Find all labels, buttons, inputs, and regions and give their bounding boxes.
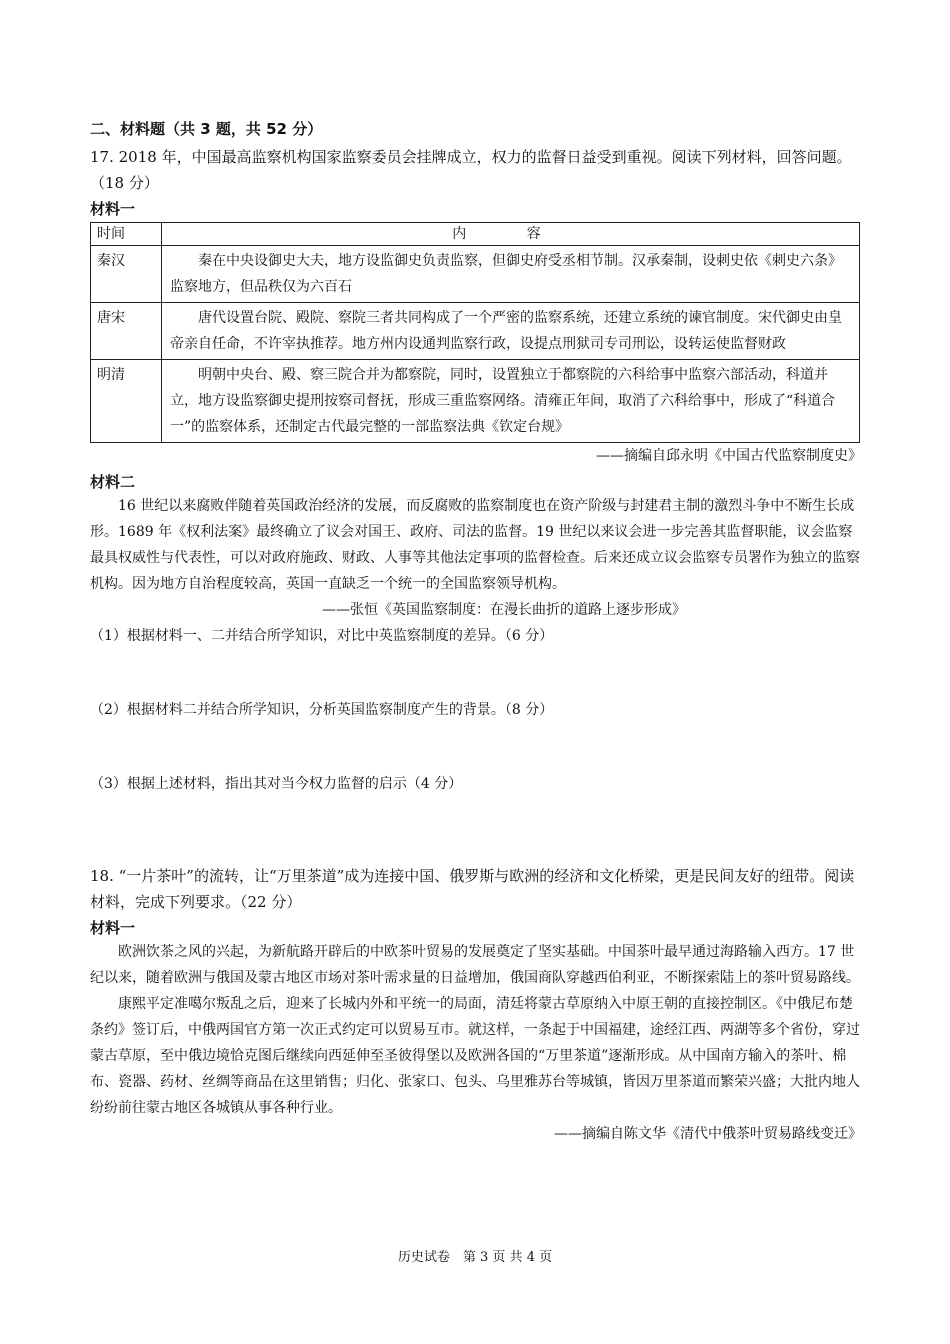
- q18-paragraph-1: 欧洲饮茶之风的兴起，为新航路开辟后的中欧茶叶贸易的发展奠定了坚实基础。中国茶叶最早通过海路输入西方。17 世纪以来，随着欧洲与俄国及蒙古地区市场对茶叶需求量的日益增加，俄国商队穿越西伯利亚，不断探索陆上的茶叶贸易路线。: [90, 944, 860, 986]
- table-row: [91, 246, 860, 303]
- table-row: [91, 360, 860, 443]
- q17-subquestion-1: （1）根据材料一、二并结合所学知识，对比中英监察制度的差异。（6 分）: [90, 628, 554, 644]
- supervision-table: [90, 222, 860, 443]
- table-cell-content: 明朝中央台、殿、察三院合并为都察院，同时，设置独立于都察院的六科给事中监察六部活动，科道并立，地方设监察御史提刑按察司督抚，形成三重监察网络。清雍正年间，取消了六科给事中，形成了“科道合一”的监察体系，还制定古代最完整的一部监察法典《钦定台规》: [162, 360, 860, 443]
- page-footer: 历史试卷 第 3 页 共 4 页: [397, 1250, 553, 1265]
- q17-subquestion-2: （2）根据材料二并结合所学知识，分析英国监察制度产生的背景。（8 分）: [90, 702, 554, 718]
- question-18-stem: 18. “一片茶叶”的流转，让“万里茶道”成为连接中国、俄罗斯与欧洲的经济和文化桥梁，更是民间友好的纽带。阅读材料，完成下列要求。（22 分）: [90, 867, 855, 911]
- table-cell-content: 秦在中央设御史大夫，地方设监御史负责监察，但御史府受丞相节制。汉承秦制，设刺史依《刺史六条》监察地方，但品秩仅为六百石: [162, 246, 860, 303]
- q18-paragraph-2: 康熙平定准噶尔叛乱之后，迎来了长城内外和平统一的局面，清廷将蒙古草原纳入中原王朝的直接控制区。《中俄尼布楚条约》签订后，中俄两国官方第一次正式约定可以贸易互市。就这样，一条起于中国福建，途经江西、两湖等多个省份，穿过蒙古草原，至中俄边境恰克图后继续向西延伸至圣彼得堡以及欧洲各国的“万里茶道”逐渐形成。从中国南方输入的茶叶、棉布、瓷器、药材、丝绸等商品在这里销售；归化、张家口、包头、乌里雅苏台等城镇，皆因万里茶道而繁荣兴盛；大批内地人纷纷前往蒙古地区各城镇从事各种行业。: [90, 996, 860, 1116]
- table-header-time: 时间: [91, 223, 162, 246]
- q17-material2-text: 16 世纪以来腐败伴随着英国政治经济的发展，而反腐败的监察制度也在资产阶级与封建君主制的激烈斗争中不断生长成形。1689 年《权利法案》最终确立了议会对国王、政府、司法的监督。19 世纪以来议会进一步完善其监督职能，议会监察最具权威性与代表性，可以对政府施政、财政、人事等其他法定事项的监督检查。后来还成立议会监察专员署作为独立的监察机构。因为地方自治程度较高，英国一直缺乏一个统一的全国监察领导机构。: [90, 498, 860, 592]
- table-cell-era: 明清: [91, 360, 162, 443]
- q18-material1-source: ——摘编自陈文华《清代中俄茶叶贸易路线变迁》: [554, 1126, 862, 1142]
- q17-subquestion-3: （3）根据上述材料，指出其对当今权力监督的启示（4 分）: [90, 776, 463, 792]
- table-row: [91, 303, 860, 360]
- section-title: 二、材料题（共 3 题，共 52 分）: [90, 120, 323, 138]
- table-cell-era: 唐宋: [91, 303, 162, 360]
- table-cell-content: 唐代设置台院、殿院、察院三者共同构成了一个严密的监察系统，还建立系统的谏官制度。宋代御史由皇帝亲自任命，不许宰执推荐。地方州内设通判监察行政，设提点刑狱司专司刑讼，设转运使监督财政: [162, 303, 860, 360]
- question-17-stem: 17. 2018 年，中国最高监察机构国家监察委员会挂牌成立，权力的监督日益受到重视。阅读下列材料，回答问题。（18 分）: [90, 148, 852, 192]
- q17-material1-label: 材料一: [90, 200, 136, 218]
- table-header-row: [91, 223, 860, 246]
- table-header-content: 内 容: [162, 223, 860, 246]
- q18-material1-label: 材料一: [90, 919, 136, 937]
- table-cell-era: 秦汉: [91, 246, 162, 303]
- q17-material2-source: ——张恒《英国监察制度：在漫长曲折的道路上逐步形成》: [322, 602, 686, 618]
- q17-material1-source: ——摘编自邱永明《中国古代监察制度史》: [596, 448, 862, 464]
- q17-material2-label: 材料二: [90, 473, 136, 491]
- exam-page: [90, 118, 862, 1147]
